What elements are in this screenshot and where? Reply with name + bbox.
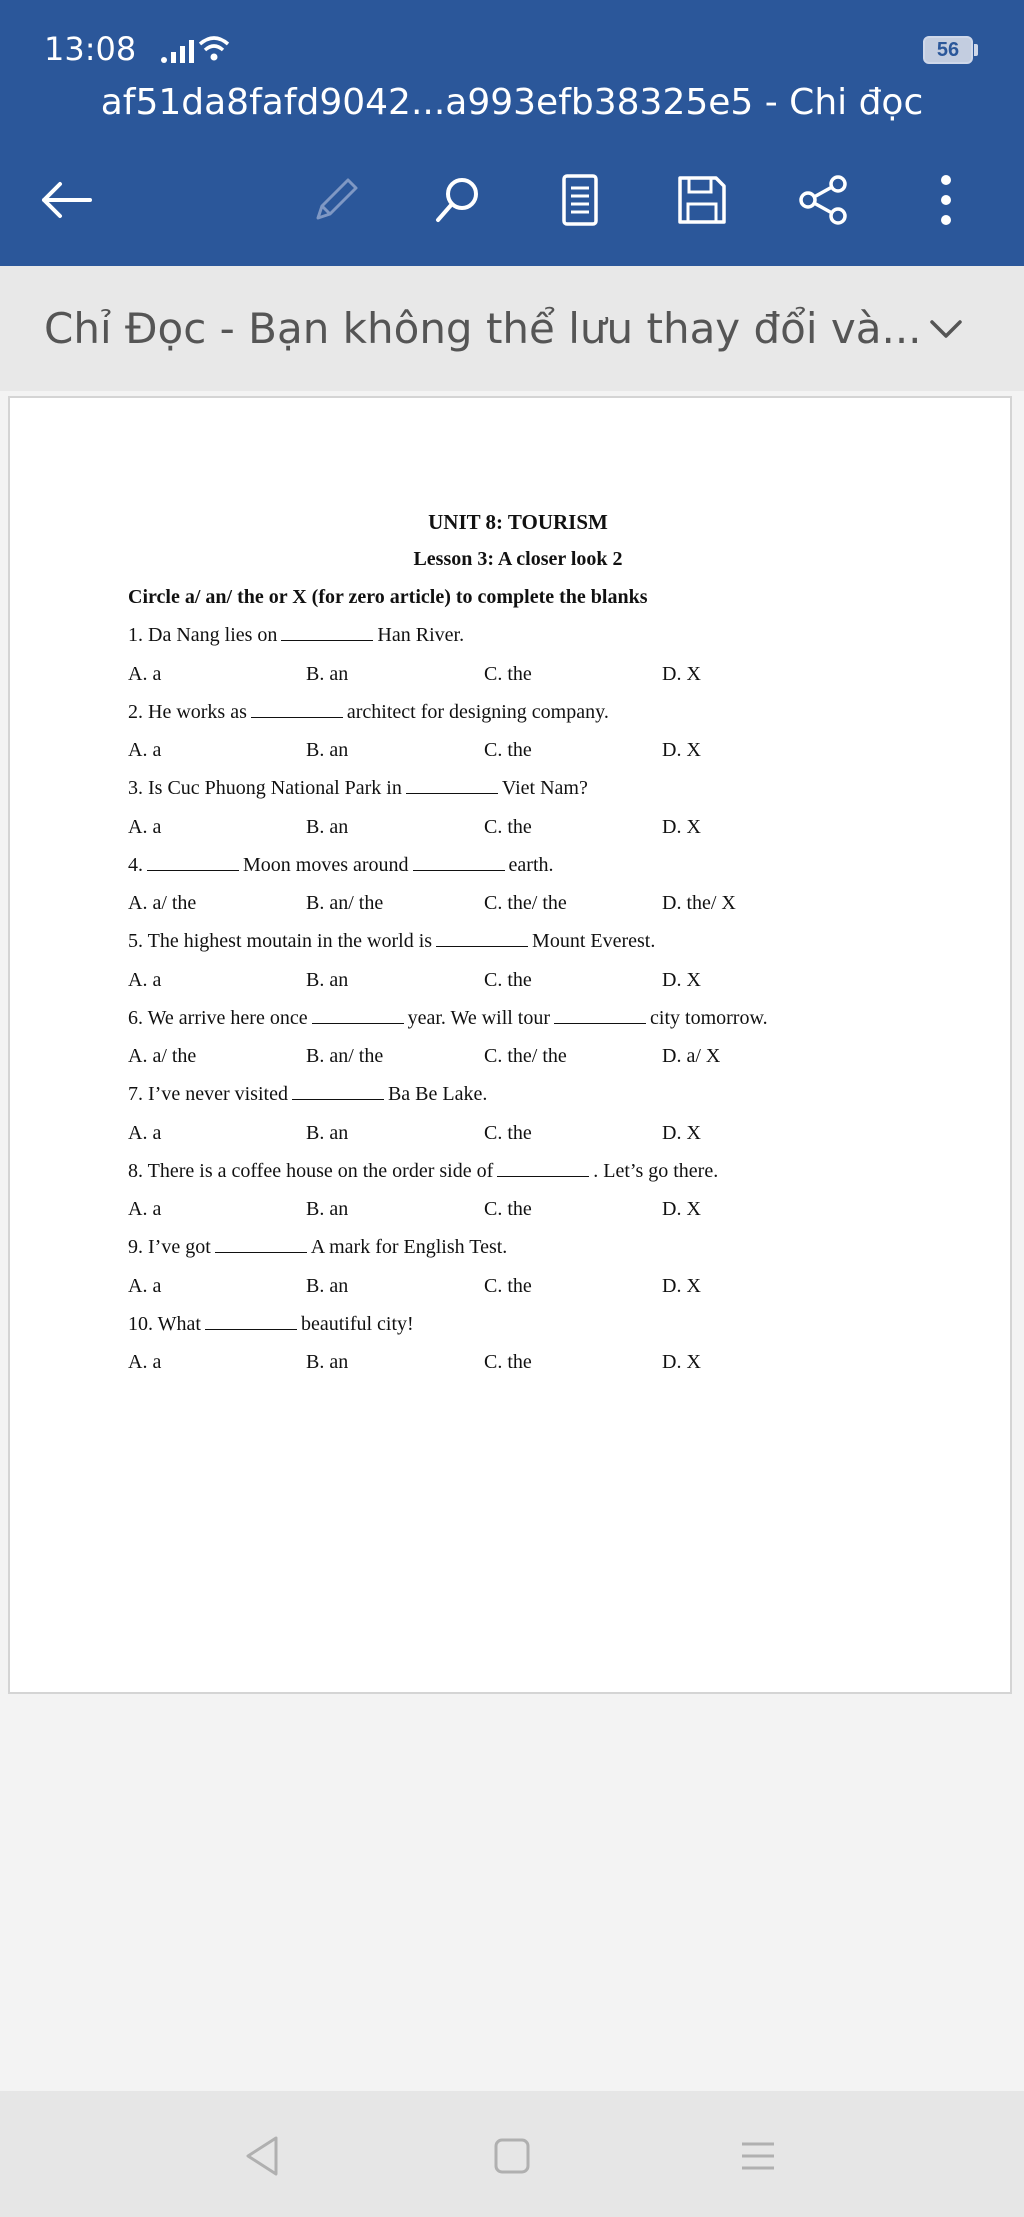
question-text: earth.	[508, 853, 554, 876]
question-9	[128, 1236, 507, 1259]
nav-back-icon	[242, 2134, 282, 2178]
document-subheading: Lesson 3: A closer look 2	[413, 548, 623, 570]
answer-option: A. a	[128, 662, 162, 685]
document-title: af51da8fafd9042...a993efb38325e5 - Chi đọc	[100, 82, 924, 123]
save-icon	[674, 172, 730, 228]
answer-option: B. an	[306, 968, 349, 991]
answer-option: A. a	[128, 1274, 162, 1297]
answer-blank	[497, 1160, 589, 1177]
question-text: 4.	[128, 853, 143, 876]
answer-option: B. an	[306, 815, 349, 838]
question-4	[128, 854, 554, 877]
question-text: 3. Is Cuc Phuong National Park in	[128, 777, 402, 799]
system-nav-bar	[0, 2091, 1024, 2217]
answer-blank	[436, 930, 528, 947]
toolbar	[0, 160, 1024, 240]
document-page[interactable]	[8, 396, 1012, 1694]
question-text: Moon moves around	[243, 853, 409, 876]
answer-option: B. an/ the	[306, 1045, 384, 1067]
answer-option: C. the	[484, 1274, 532, 1297]
answer-option: D. X	[662, 1198, 701, 1220]
status-time: 13:08	[44, 30, 137, 68]
answer-option: A. a/ the	[128, 892, 197, 914]
question-text: 6. We arrive here once	[128, 1006, 308, 1029]
answer-blank	[406, 777, 498, 794]
question-8	[128, 1160, 718, 1183]
question-text: 5. The highest moutain in the world is	[128, 930, 433, 952]
question-text: Ba Be Lake.	[387, 1083, 488, 1105]
question-10	[128, 1313, 414, 1336]
share-icon	[796, 172, 852, 228]
answer-option: B. an	[306, 1121, 349, 1144]
answer-option: D. X	[662, 1121, 701, 1144]
question-text: . Let’s go there.	[593, 1159, 719, 1182]
app-header	[0, 0, 1024, 266]
question-text: Han River.	[377, 624, 465, 646]
answer-option: D. X	[662, 662, 701, 685]
pencil-icon	[308, 172, 364, 228]
more-options-button[interactable]	[906, 160, 986, 240]
save-button[interactable]	[662, 160, 742, 240]
more-vertical-icon	[936, 172, 956, 228]
question-text: Viet Nam?	[501, 777, 588, 799]
reading-view-button[interactable]	[540, 160, 620, 240]
answer-blank	[215, 1236, 307, 1253]
read-only-banner[interactable]	[0, 266, 1024, 391]
edit-button[interactable]	[296, 160, 376, 240]
answer-option: B. an	[306, 662, 349, 685]
question-text: beautiful city!	[300, 1312, 414, 1335]
answer-option: D. the/ X	[662, 892, 736, 914]
back-button[interactable]	[26, 160, 106, 240]
nav-home-icon	[492, 2136, 532, 2176]
answer-option: D. X	[662, 968, 701, 991]
question-5	[128, 930, 655, 953]
question-text: 7. I’ve never visited	[128, 1083, 288, 1105]
chevron-down-icon[interactable]	[926, 314, 966, 344]
question-text: 8. There is a coffee house on the order side of	[128, 1159, 494, 1182]
answer-blank	[312, 1007, 404, 1024]
battery-tip	[974, 44, 978, 56]
answer-option: D. X	[662, 1351, 701, 1373]
answer-option: D. X	[662, 1274, 701, 1297]
question-text: 2. He works as	[128, 700, 247, 723]
answer-option: D. X	[662, 739, 701, 761]
answer-option: C. the	[484, 1198, 532, 1220]
answer-option: A. a	[128, 968, 162, 991]
nav-home-button[interactable]	[482, 2126, 542, 2186]
answer-option: B. an	[306, 1274, 349, 1297]
signal-wifi-icon	[160, 30, 260, 70]
question-text: Mount Everest.	[532, 930, 656, 952]
answer-option: B. an	[306, 739, 349, 761]
answer-option: B. an/ the	[306, 892, 384, 914]
nav-recents-button[interactable]	[728, 2126, 788, 2186]
search-icon	[430, 172, 486, 228]
question-3	[128, 777, 588, 800]
answer-option: C. the	[484, 1121, 532, 1144]
question-2	[128, 701, 609, 724]
question-text: 1. Da Nang lies on	[128, 624, 278, 646]
answer-option: C. the	[484, 739, 532, 761]
question-text: year. We will tour	[407, 1006, 551, 1029]
answer-option: B. an	[306, 1198, 349, 1220]
answer-option: A. a	[128, 815, 162, 838]
question-text: 9. I’ve got	[128, 1236, 211, 1258]
answer-option: D. X	[662, 815, 701, 838]
answer-option: B. an	[306, 1351, 349, 1373]
answer-option: D. a/ X	[662, 1045, 721, 1067]
answer-option: A. a	[128, 1121, 162, 1144]
answer-option: A. a	[128, 739, 162, 761]
document-instruction: Circle a/ an/ the or X (for zero article) to complete the blanks	[128, 586, 648, 608]
answer-blank	[205, 1313, 297, 1330]
answer-blank	[251, 701, 343, 718]
answer-blank	[147, 854, 239, 871]
question-text: city tomorrow.	[650, 1006, 768, 1029]
answer-blank	[292, 1083, 384, 1100]
share-button[interactable]	[784, 160, 864, 240]
battery-indicator: 56	[923, 36, 973, 64]
read-only-banner-text: Chỉ Đọc - Bạn không thể lưu thay đổi và...	[44, 304, 922, 353]
nav-recents-icon	[738, 2136, 778, 2176]
answer-blank	[554, 1007, 646, 1024]
answer-option: C. the	[484, 968, 532, 991]
answer-option: A. a	[128, 1351, 162, 1373]
question-text: architect for designing company.	[346, 700, 609, 723]
answer-option: A. a	[128, 1198, 162, 1220]
question-1	[128, 624, 464, 647]
reading-view-icon	[560, 172, 600, 228]
answer-blank	[281, 624, 373, 641]
answer-option: A. a/ the	[128, 1045, 197, 1067]
question-text: 10. What	[128, 1312, 201, 1335]
answer-option: C. the/ the	[484, 892, 567, 914]
answer-option: C. the	[484, 1351, 532, 1373]
nav-back-button[interactable]	[232, 2126, 292, 2186]
search-button[interactable]	[418, 160, 498, 240]
question-7	[128, 1083, 487, 1106]
answer-option: C. the	[484, 815, 532, 838]
answer-blank	[413, 854, 505, 871]
answer-option: C. the/ the	[484, 1045, 567, 1067]
question-text: A mark for English Test.	[310, 1236, 508, 1258]
document-heading: UNIT 8: TOURISM	[428, 510, 608, 534]
arrow-left-icon	[36, 176, 96, 224]
answer-option: C. the	[484, 662, 532, 685]
question-6	[128, 1007, 768, 1030]
